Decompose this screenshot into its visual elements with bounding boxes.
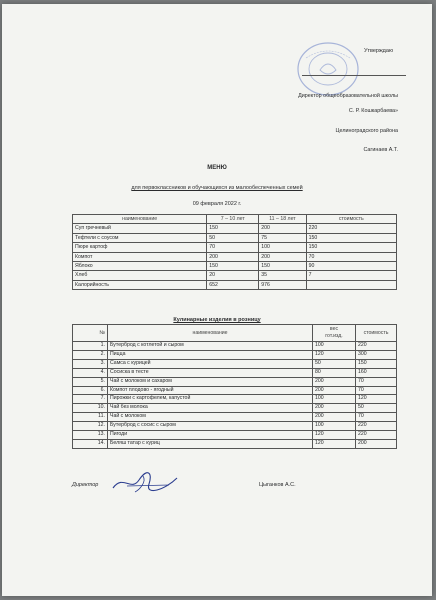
menu-table-cell: Пюре картоф <box>73 243 207 252</box>
retail-table-cell: 2. <box>73 350 108 359</box>
menu-table-cell: 100 <box>259 243 306 252</box>
menu-table-cell: 50 <box>207 233 259 242</box>
retail-table-cell: Пирожки с картофелем, капустой <box>108 395 313 404</box>
menu-table-cell: Калорийность <box>73 280 207 289</box>
retail-table-cell: 100 <box>313 422 356 431</box>
retail-table-cell: 100 <box>313 342 356 351</box>
approval-signature-line <box>302 75 406 76</box>
menu-table-cell: Тефтели с соусом <box>73 233 207 242</box>
retail-table-cell: 200 <box>313 377 356 386</box>
menu-table-cell: 652 <box>207 280 259 289</box>
retail-table-cell: 12. <box>73 422 108 431</box>
approval-position: Директор общеобразовательной школы <box>298 93 398 99</box>
retail-table-cell: 13. <box>73 431 108 440</box>
menu-table-cell <box>306 280 396 289</box>
menu-table-header-cell: наименование <box>73 215 207 224</box>
menu-table-row <box>73 243 397 252</box>
retail-table-cell: 100 <box>313 395 356 404</box>
retail-table-cell: 150 <box>356 359 397 368</box>
menu-table-cell: 20 <box>207 271 259 280</box>
menu-table-header <box>73 215 397 224</box>
menu-table-header-cell: 11 – 18 лет <box>259 215 306 224</box>
menu-table-cell: 150 <box>306 233 396 242</box>
menu-table-cell: 200 <box>259 224 306 233</box>
menu-table-row <box>73 252 397 261</box>
retail-table-row <box>73 431 397 440</box>
menu-table-cell: 35 <box>259 271 306 280</box>
retail-table-cell: 200 <box>313 413 356 422</box>
retail-table-cell: 120 <box>356 395 397 404</box>
retail-table-cell: 120 <box>313 431 356 440</box>
retail-table-cell: 1. <box>73 342 108 351</box>
retail-table-cell: 3. <box>73 359 108 368</box>
retail-table-cell: Пицца <box>108 350 313 359</box>
retail-table-cell: Сосиска в тесте <box>108 368 313 377</box>
retail-table-cell: 11. <box>73 413 108 422</box>
menu-table-row <box>73 262 397 271</box>
menu-table-cell: Хлеб <box>73 271 207 280</box>
retail-table-cell: Беляш татар с куриц <box>108 439 313 448</box>
menu-document <box>2 4 432 596</box>
retail-table-cell: 50 <box>356 404 397 413</box>
menu-table-row <box>73 224 397 233</box>
retail-table-cell: 200 <box>313 386 356 395</box>
menu-table-header-cell: стоимость <box>306 215 396 224</box>
menu-subtitle: для первоклассников и обучающихся из малообеспеченных семей <box>131 185 303 191</box>
menu-table-cell: 200 <box>259 252 306 261</box>
retail-table-cell: 50 <box>313 359 356 368</box>
menu-table-cell: Компот <box>73 252 207 261</box>
retail-table-cell: 120 <box>313 350 356 359</box>
retail-table-header <box>73 325 397 342</box>
retail-table-cell: Чай без молока <box>108 404 313 413</box>
approval-school: С. Р. Кошкарбаева» <box>348 108 398 114</box>
menu-table-cell: 70 <box>306 252 396 261</box>
retail-table-cell: 70 <box>356 386 397 395</box>
retail-table-row <box>73 413 397 422</box>
menu-table-cell: 150 <box>306 243 396 252</box>
approval-district: Целиноградского района <box>335 128 398 134</box>
retail-table-row <box>73 359 397 368</box>
retail-table-row <box>73 439 397 448</box>
retail-table-header-cell: наименование <box>108 325 313 342</box>
retail-table-cell: Пигоди <box>108 431 313 440</box>
menu-table <box>72 214 397 290</box>
menu-table-cell: 7 <box>306 271 396 280</box>
retail-table-cell: 120 <box>313 439 356 448</box>
approval-name: Сагинаев А.Т. <box>363 147 398 153</box>
menu-table-cell: 150 <box>259 262 306 271</box>
retail-table-cell: 160 <box>356 368 397 377</box>
menu-table-cell: 200 <box>207 252 259 261</box>
retail-table-body <box>73 342 397 449</box>
director-signature <box>109 470 181 496</box>
retail-table-header-cell: стоимость <box>356 325 397 342</box>
retail-table-cell: 5. <box>73 377 108 386</box>
retail-table-row <box>73 386 397 395</box>
menu-table-row <box>73 280 397 289</box>
retail-table-row <box>73 342 397 351</box>
retail-table-cell: 70 <box>356 377 397 386</box>
retail-table-row <box>73 350 397 359</box>
menu-table-cell: 150 <box>207 262 259 271</box>
retail-table-cell: Компот плодово - ягодный <box>108 386 313 395</box>
retail-table-row <box>73 404 397 413</box>
menu-table-cell: 150 <box>207 224 259 233</box>
retail-table-cell: 200 <box>356 439 397 448</box>
retail-table-row <box>73 422 397 431</box>
menu-table-body <box>73 224 397 290</box>
retail-table-row <box>73 395 397 404</box>
retail-table-cell: 300 <box>356 350 397 359</box>
retail-table-cell: 14. <box>73 439 108 448</box>
retail-table-cell: 220 <box>356 422 397 431</box>
menu-date: 09 февраля 2022 г. <box>192 201 242 207</box>
retail-table-cell: Самса с курицей <box>108 359 313 368</box>
menu-table-cell: 70 <box>207 243 259 252</box>
menu-table-row <box>73 233 397 242</box>
approval-title: Утверждаю <box>364 48 394 54</box>
retail-table-cell: 80 <box>313 368 356 377</box>
menu-table-cell: 90 <box>306 262 396 271</box>
retail-table-header-cell: вес гот.изд. <box>313 325 356 342</box>
retail-table-row <box>73 368 397 377</box>
retail-table-row <box>73 377 397 386</box>
menu-table-cell: Суп гречневый <box>73 224 207 233</box>
menu-table-header-cell: 7 – 10 лет <box>207 215 259 224</box>
retail-table-cell: 4. <box>73 368 108 377</box>
menu-table-cell: 75 <box>259 233 306 242</box>
retail-table-cell: Чай с молоком и сахаром <box>108 377 313 386</box>
retail-table-cell: 220 <box>356 431 397 440</box>
retail-table-cell: 7. <box>73 395 108 404</box>
director-name: Цыганков А.С. <box>259 482 296 488</box>
retail-title: Кулинарные изделия в розницу <box>173 317 261 323</box>
retail-table-cell: 200 <box>313 404 356 413</box>
retail-table-cell: 6. <box>73 386 108 395</box>
menu-table-row <box>73 271 397 280</box>
retail-table-cell: Чай с молоком <box>108 413 313 422</box>
retail-table <box>72 324 397 449</box>
retail-table-header-cell: № <box>73 325 108 342</box>
retail-table-cell: 10. <box>73 404 108 413</box>
retail-table-cell: Бутерброд с котлетой и сыром <box>108 342 313 351</box>
menu-table-cell: 976 <box>259 280 306 289</box>
menu-table-cell: 220 <box>306 224 396 233</box>
menu-table-cell: Яблоко <box>73 262 207 271</box>
school-stamp <box>292 40 364 98</box>
retail-table-cell: 220 <box>356 342 397 351</box>
retail-table-cell: 70 <box>356 413 397 422</box>
retail-table-cell: Бутерброд с сосис с сыром <box>108 422 313 431</box>
director-label: Директор <box>72 482 99 488</box>
menu-title: МЕНЮ <box>207 165 227 171</box>
